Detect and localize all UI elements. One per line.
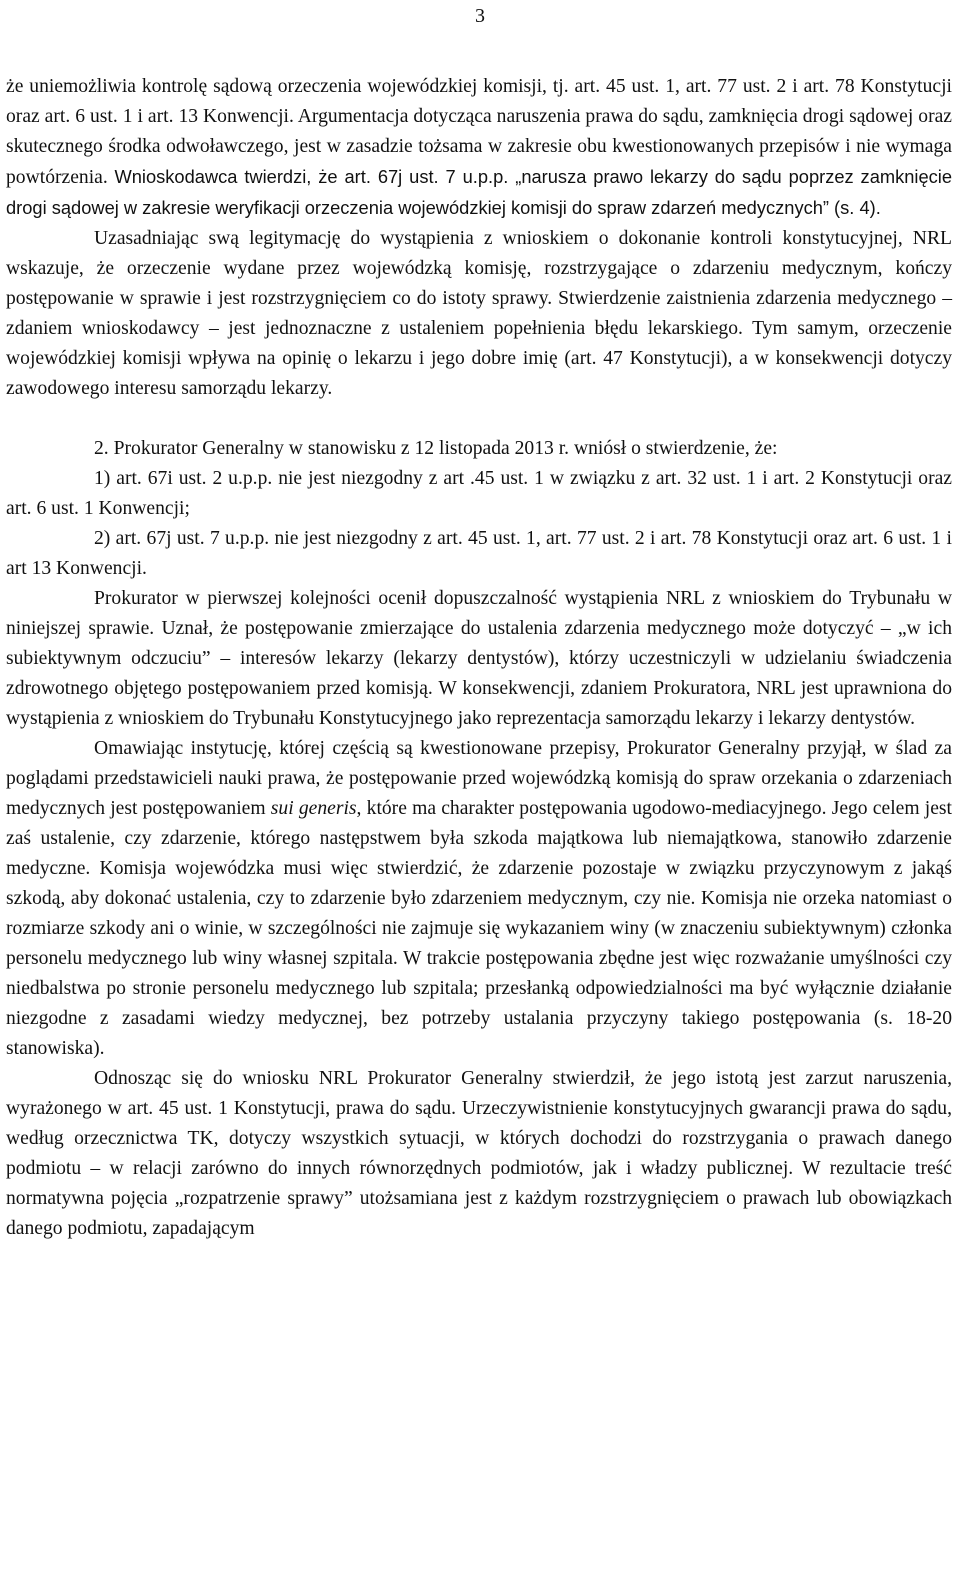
- paragraph-1-part-a: że uniemożliwia kontrolę sądową orzeczenia wojewódzkiej komisji, tj. art. 45 ust. 1, art. 77 ust. 2 i art. 78 Konstytucji oraz art. 6 ust. 1 i art. 13 Konwencji. Argumentacja dotycząca naruszenia prawa do sądu, zamknięcia drogi sądowej oraz skutecznego środka odwoławczego, jest w zasadzie tożsama w zakresie obu kwestionowanych przepisów i nie wymaga powtórzenia.: [6, 76, 952, 188]
- paragraph-7-latin-term: sui generis: [270, 798, 357, 819]
- document-body: [6, 72, 952, 1244]
- paragraph-7-part-a: Omawiając instytucję, której częścią są kwestionowane przepisy, Prokurator Generalny przyjął, w ślad za poglądami przedstawicieli nauki prawa, że postępowanie przed wojewódzką komisją do spraw orzekania o zdarzeniach medycznych jest postępowaniem: [6, 738, 952, 819]
- list-item-2: 2) art. 67j ust. 7 u.p.p. nie jest niezgodny z art. 45 ust. 1, art. 77 ust. 2 i art. 78 Konstytucji oraz art. 6 ust. 1 i art 13 Konwencji.: [6, 528, 952, 579]
- paragraph-8: Odnosząc się do wniosku NRL Prokurator Generalny stwierdził, że jego istotą jest zarzut naruszenia, wyrażonego w art. 45 ust. 1 Konstytucji, prawa do sądu. Urzeczywistnienie konstytucyjnych gwarancji prawa do sądu, według orzecznictwa TK, dotyczy wszystkich sytuacji, w których dochodzi do rozstrzygania o prawach danego podmiotu – w relacji zarówno do innych równorzędnych podmiotów, jak i władzy publicznej. W rezultacie treść normatywna pojęcia „rozpatrzenie sprawy” utożsamiana jest z każdym rozstrzygnięciem o prawach lub obowiązkach danego podmiotu, zapadającym: [6, 1068, 952, 1239]
- paragraph-1: [6, 72, 952, 224]
- list-item-1: 1) art. 67i ust. 2 u.p.p. nie jest niezgodny z art .45 ust. 1 w związku z art. 32 ust. 1 i art. 2 Konstytucji oraz art. 6 ust. 1 Konwencji;: [6, 468, 952, 519]
- paragraph-7: [6, 734, 952, 1064]
- paragraph-1-part-b: Wnioskodawca twierdzi, że art. 67j ust. 7 u.p.p. „narusza prawo lekarzy do sądu poprzez zamknięcie drogi sądowej w zakresie weryfikacji orzeczenia wojewódzkiej komisji do spraw zdarzeń medycznych” (s. 4).: [6, 166, 953, 218]
- page-number: 3: [475, 5, 485, 27]
- paragraph-6: Prokurator w pierwszej kolejności ocenił dopuszczalność wystąpienia NRL z wnioskiem do Trybunału w niniejszej sprawie. Uznał, że postępowanie zmierzające do ustalenia zdarzenia medycznego może dotyczyć – „w ich subiektywnym odczuciu” – interesów lekarzy (lekarzy dentystów), którzy uczestniczyli w udzielaniu świadczenia zdrowotnego objętego postępowaniem przed komisją. W konsekwencji, zdaniem Prokuratora, NRL jest uprawniona do wystąpienia z wnioskiem do Trybunału Konstytucyjnego jako reprezentacja samorządu lekarzy i lekarzy dentystów.: [6, 588, 952, 729]
- paragraph-3: 2. Prokurator Generalny w stanowisku z 12 listopada 2013 r. wniósł o stwierdzenie, że:: [94, 438, 778, 459]
- paragraph-2: Uzasadniając swą legitymację do wystąpienia z wnioskiem o dokonanie kontroli konstytucyjnej, NRL wskazuje, że orzeczenie wydane przez wojewódzką komisję, rozstrzygające o zdarzeniu medycznym, kończy postępowanie w sprawie i jest rozstrzygnięciem co do istoty sprawy. Stwierdzenie zaistnienia zdarzenia medycznego – zdaniem wnioskodawcy – jest jednoznaczne z ustaleniem popełnienia błędu lekarskiego. Tym samym, orzeczenie wojewódzkiej komisji wpływa na opinię o lekarzu i jego dobre imię (art. 47 Konstytucji), a w konsekwencji dotyczy zawodowego interesu samorządu lekarzy.: [6, 228, 952, 399]
- paragraph-7-part-b: , które ma charakter postępowania ugodowo-mediacyjnego. Jego celem jest zaś ustalenie, czy zdarzenie, którego następstwem była szkoda majątkowa lub niemajątkowa, stanowiło zdarzenie medyczne. Komisja wojewódzka musi więc stwierdzić, że zdarzenie pozostaje w związku przyczynowym z jakąś szkodą, aby dokonać ustalenia, czy to zdarzenie było zdarzeniem medycznym, czy nie. Komisja nie orzeka natomiast o rozmiarze szkody ani o winie, w szczególności nie zajmuje się wykazaniem winy (w znaczeniu subiektywnym) członka personelu medycznego lub winy własnej szpitala. W trakcie postępowania zbędne jest więc rozważanie umyślności czy niedbalstwa po stronie personelu medycznego lub szpitala; przesłanką odpowiedzialności ma być wyłącznie działanie niezgodne z zasadami wiedzy medycznej, bez potrzeby ustalania przyczyny takiego postępowania (s. 18-20 stanowiska).: [6, 798, 952, 1059]
